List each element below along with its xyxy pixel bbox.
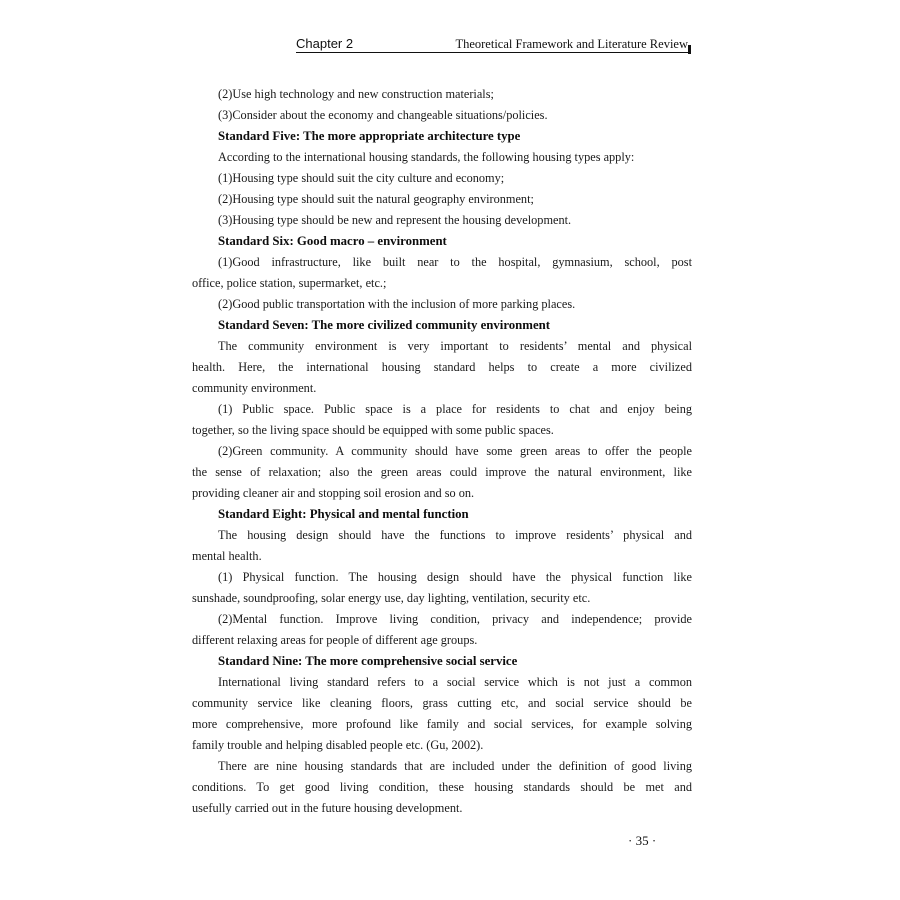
text-line: International living standard refers to a social service which is not just a common [218, 675, 692, 689]
text-line: different relaxing areas for people of different age groups. [192, 633, 478, 647]
text-line: (1)Housing type should suit the city culture and economy; [218, 171, 505, 185]
text-line: (2)Mental function. Improve living condition, privacy and independence; provide [218, 612, 692, 626]
text-line: (3)Housing type should be new and represent the housing development. [218, 213, 572, 227]
header-rule-end [688, 45, 691, 54]
section-heading-standard-nine: Standard Nine: The more comprehensive social service [218, 654, 518, 668]
text-line: (2)Use high technology and new construction materials; [218, 87, 494, 101]
text-line: community environment. [192, 381, 317, 395]
text-line: the sense of relaxation; also the green areas could improve the natural environment, like [192, 465, 692, 479]
page-number: · 35 · [628, 833, 657, 848]
text-line: (2)Green community. A community should have some green areas to offer the people [218, 444, 692, 458]
text-line: usefully carried out in the future housing development. [192, 801, 463, 815]
section-heading-standard-seven: Standard Seven: The more civilized community environment [218, 318, 551, 332]
text-line: mental health. [192, 549, 262, 563]
text-line: There are nine housing standards that are included under the definition of good living [218, 759, 692, 773]
body-text [192, 84, 692, 819]
text-line: community service like cleaning floors, grass cutting etc, and social service should be [192, 696, 692, 710]
text-line: (2)Good public transportation with the inclusion of more parking places. [218, 297, 576, 311]
header-title: Theoretical Framework and Literature Review [455, 37, 688, 51]
text-line: (1)Good infrastructure, like built near to the hospital, gymnasium, school, post [218, 255, 692, 269]
text-line: conditions. To get good living condition, these housing standards should be met and [192, 780, 692, 794]
text-line: (1) Physical function. The housing design should have the physical function like [218, 570, 692, 584]
chapter-label: Chapter 2 [296, 36, 354, 51]
text-line: (1) Public space. Public space is a place for residents to chat and enjoy being [218, 402, 692, 416]
text-line: family trouble and helping disabled people etc. (Gu, 2002). [192, 738, 484, 752]
text-line: together, so the living space should be equipped with some public spaces. [192, 423, 554, 437]
section-heading-standard-six: Standard Six: Good macro – environment [218, 234, 447, 248]
text-line: sunshade, soundproofing, solar energy use, day lighting, ventilation, security etc. [192, 591, 591, 605]
text-line: (2)Housing type should suit the natural geography environment; [218, 192, 534, 206]
text-line: The community environment is very important to residents’ mental and physical [218, 339, 692, 353]
section-heading-standard-eight: Standard Eight: Physical and mental function [218, 507, 469, 521]
text-line: health. Here, the international housing standard helps to create a more civilized [192, 360, 692, 374]
text-line: The housing design should have the functions to improve residents’ physical and [218, 528, 692, 542]
header-rule [296, 52, 690, 53]
text-line: office, police station, supermarket, etc.; [192, 276, 387, 290]
text-line: providing cleaner air and stopping soil erosion and so on. [192, 486, 475, 500]
text-line: According to the international housing standards, the following housing types apply: [218, 150, 635, 164]
text-line: more comprehensive, more profound like family and social services, for example solving [192, 717, 692, 731]
section-heading-standard-five: Standard Five: The more appropriate architecture type [218, 129, 521, 143]
text-line: (3)Consider about the economy and changeable situations/policies. [218, 108, 548, 122]
running-header [296, 36, 696, 56]
